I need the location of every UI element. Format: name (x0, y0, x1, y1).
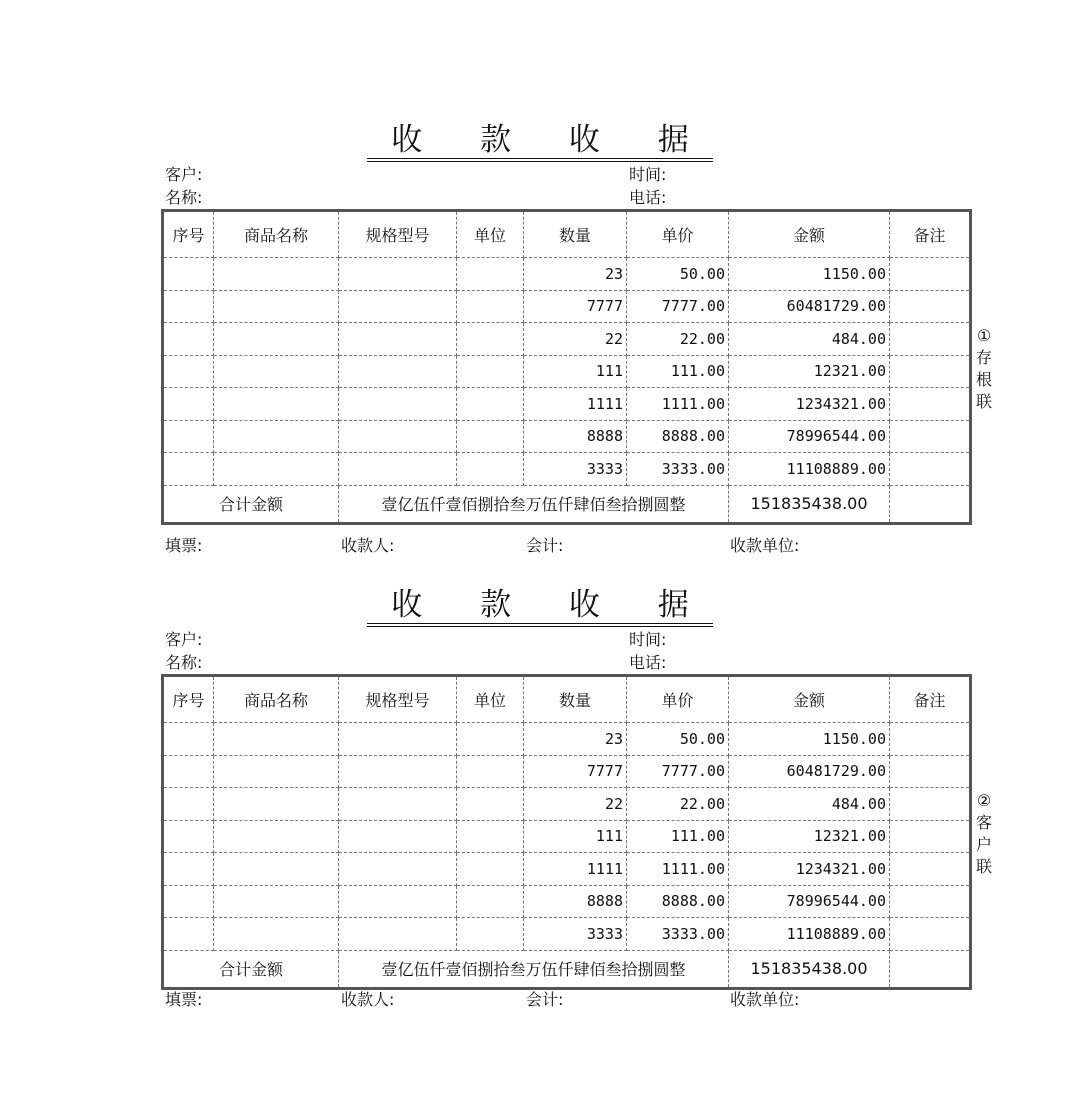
cell-amount: 60481729.00 (729, 290, 890, 323)
cell-spec (339, 788, 457, 821)
cell-qty: 22 (524, 323, 627, 356)
cell-spec (339, 853, 457, 886)
footer-unit: 收款单位: (730, 536, 800, 555)
table-row (163, 258, 971, 291)
cell-seq (163, 420, 214, 453)
cell-price: 111.00 (627, 820, 729, 853)
table-row (163, 355, 971, 388)
cell-price: 50.00 (627, 258, 729, 291)
cell-note (890, 755, 971, 788)
cell-spec (339, 258, 457, 291)
receipt-customer (0, 585, 1080, 1045)
cell-unit (457, 723, 524, 756)
cell-unit (457, 258, 524, 291)
cell-note (890, 420, 971, 453)
copy-label: ②客户联 (975, 791, 992, 876)
total-amount: 151835438.00 (729, 485, 890, 523)
table-row (163, 755, 971, 788)
header-qty: 数量 (524, 676, 627, 723)
header-amount: 金额 (729, 211, 890, 258)
receipt-title: 收 款 收 据 (0, 585, 1080, 627)
cell-price: 111.00 (627, 355, 729, 388)
cell-seq (163, 323, 214, 356)
cell-spec (339, 820, 457, 853)
cell-note (890, 723, 971, 756)
cell-spec (339, 723, 457, 756)
cell-unit (457, 388, 524, 421)
receipt-table (161, 674, 972, 990)
cell-amount: 1150.00 (729, 258, 890, 291)
customer-label: 客户: (165, 165, 203, 184)
cell-spec (339, 323, 457, 356)
cell-qty: 1111 (524, 388, 627, 421)
cell-seq (163, 788, 214, 821)
cell-name (214, 453, 339, 486)
header-unit: 单位 (457, 211, 524, 258)
cell-qty: 7777 (524, 290, 627, 323)
cell-price: 22.00 (627, 323, 729, 356)
footer-payee: 收款人: (341, 536, 395, 555)
cell-note (890, 323, 971, 356)
cell-note (890, 290, 971, 323)
cell-name (214, 820, 339, 853)
cell-unit (457, 420, 524, 453)
header-amount: 金额 (729, 676, 890, 723)
header-product-name: 商品名称 (214, 211, 339, 258)
cell-seq (163, 290, 214, 323)
cell-price: 3333.00 (627, 918, 729, 951)
cell-name (214, 885, 339, 918)
cell-price: 7777.00 (627, 755, 729, 788)
cell-amount: 1150.00 (729, 723, 890, 756)
phone-label: 电话: (629, 188, 667, 207)
cell-amount: 12321.00 (729, 820, 890, 853)
cell-spec (339, 355, 457, 388)
receipt-stub (0, 120, 1080, 580)
footer-filler: 填票: (165, 990, 203, 1009)
total-note (890, 950, 971, 988)
cell-name (214, 788, 339, 821)
cell-unit (457, 820, 524, 853)
total-words: 壹亿伍仟壹佰捌拾叁万伍仟肆佰叁拾捌圆整 (339, 485, 729, 523)
cell-seq (163, 885, 214, 918)
cell-qty: 1111 (524, 853, 627, 886)
cell-amount: 484.00 (729, 323, 890, 356)
cell-note (890, 355, 971, 388)
total-row (163, 950, 971, 988)
cell-note (890, 388, 971, 421)
cell-seq (163, 355, 214, 388)
cell-price: 8888.00 (627, 420, 729, 453)
cell-amount: 1234321.00 (729, 388, 890, 421)
time-label: 时间: (629, 165, 667, 184)
cell-qty: 7777 (524, 755, 627, 788)
total-words: 壹亿伍仟壹佰捌拾叁万伍仟肆佰叁拾捌圆整 (339, 950, 729, 988)
cell-qty: 8888 (524, 885, 627, 918)
cell-note (890, 788, 971, 821)
header-product-name: 商品名称 (214, 676, 339, 723)
cell-seq (163, 918, 214, 951)
cell-price: 1111.00 (627, 388, 729, 421)
cell-price: 7777.00 (627, 290, 729, 323)
cell-name (214, 723, 339, 756)
cell-spec (339, 388, 457, 421)
cell-name (214, 258, 339, 291)
table-row (163, 918, 971, 951)
header-note: 备注 (890, 676, 971, 723)
header-note: 备注 (890, 211, 971, 258)
header-price: 单价 (627, 211, 729, 258)
cell-note (890, 453, 971, 486)
cell-name (214, 290, 339, 323)
table-row (163, 853, 971, 886)
total-label: 合计金额 (163, 950, 339, 988)
receipt-table (161, 209, 972, 525)
footer-filler: 填票: (165, 536, 203, 555)
cell-name (214, 755, 339, 788)
cell-qty: 111 (524, 355, 627, 388)
table-row (163, 885, 971, 918)
cell-unit (457, 355, 524, 388)
cell-unit (457, 885, 524, 918)
cell-qty: 23 (524, 258, 627, 291)
header-price: 单价 (627, 676, 729, 723)
cell-amount: 78996544.00 (729, 420, 890, 453)
cell-spec (339, 755, 457, 788)
cell-amount: 60481729.00 (729, 755, 890, 788)
cell-price: 22.00 (627, 788, 729, 821)
cell-price: 50.00 (627, 723, 729, 756)
cell-name (214, 420, 339, 453)
cell-spec (339, 290, 457, 323)
copy-label: ①存根联 (975, 326, 992, 411)
cell-qty: 8888 (524, 420, 627, 453)
cell-unit (457, 323, 524, 356)
cell-amount: 11108889.00 (729, 453, 890, 486)
total-amount: 151835438.00 (729, 950, 890, 988)
customer-label: 客户: (165, 630, 203, 649)
table-header-row (163, 676, 971, 723)
header-seq: 序号 (163, 676, 214, 723)
cell-amount: 1234321.00 (729, 853, 890, 886)
header-unit: 单位 (457, 676, 524, 723)
cell-qty: 111 (524, 820, 627, 853)
cell-note (890, 820, 971, 853)
header-seq: 序号 (163, 211, 214, 258)
cell-qty: 3333 (524, 453, 627, 486)
cell-price: 1111.00 (627, 853, 729, 886)
cell-price: 3333.00 (627, 453, 729, 486)
cell-amount: 12321.00 (729, 355, 890, 388)
footer-payee: 收款人: (341, 990, 395, 1009)
cell-note (890, 258, 971, 291)
cell-name (214, 323, 339, 356)
total-row (163, 485, 971, 523)
table-row (163, 788, 971, 821)
table-row (163, 290, 971, 323)
footer-unit: 收款单位: (730, 990, 800, 1009)
cell-note (890, 918, 971, 951)
header-spec: 规格型号 (339, 676, 457, 723)
name-label: 名称: (165, 653, 203, 672)
cell-amount: 484.00 (729, 788, 890, 821)
cell-name (214, 918, 339, 951)
cell-note (890, 885, 971, 918)
cell-spec (339, 453, 457, 486)
total-note (890, 485, 971, 523)
table-row (163, 453, 971, 486)
time-label: 时间: (629, 630, 667, 649)
table-row (163, 420, 971, 453)
cell-name (214, 388, 339, 421)
cell-amount: 11108889.00 (729, 918, 890, 951)
total-label: 合计金额 (163, 485, 339, 523)
table-row (163, 388, 971, 421)
cell-spec (339, 918, 457, 951)
cell-unit (457, 788, 524, 821)
cell-qty: 22 (524, 788, 627, 821)
footer-accountant: 会计: (526, 990, 564, 1009)
cell-seq (163, 755, 214, 788)
cell-unit (457, 918, 524, 951)
cell-seq (163, 820, 214, 853)
name-label: 名称: (165, 188, 203, 207)
phone-label: 电话: (629, 653, 667, 672)
cell-seq (163, 258, 214, 291)
table-row (163, 723, 971, 756)
cell-seq (163, 453, 214, 486)
cell-amount: 78996544.00 (729, 885, 890, 918)
cell-seq (163, 723, 214, 756)
cell-name (214, 853, 339, 886)
cell-seq (163, 853, 214, 886)
cell-unit (457, 853, 524, 886)
table-header-row (163, 211, 971, 258)
cell-qty: 3333 (524, 918, 627, 951)
cell-unit (457, 290, 524, 323)
cell-spec (339, 885, 457, 918)
table-row (163, 820, 971, 853)
cell-name (214, 355, 339, 388)
header-spec: 规格型号 (339, 211, 457, 258)
cell-note (890, 853, 971, 886)
cell-spec (339, 420, 457, 453)
header-qty: 数量 (524, 211, 627, 258)
cell-price: 8888.00 (627, 885, 729, 918)
cell-unit (457, 755, 524, 788)
cell-unit (457, 453, 524, 486)
cell-seq (163, 388, 214, 421)
footer-accountant: 会计: (526, 536, 564, 555)
cell-qty: 23 (524, 723, 627, 756)
receipt-title: 收 款 收 据 (0, 120, 1080, 162)
table-row (163, 323, 971, 356)
